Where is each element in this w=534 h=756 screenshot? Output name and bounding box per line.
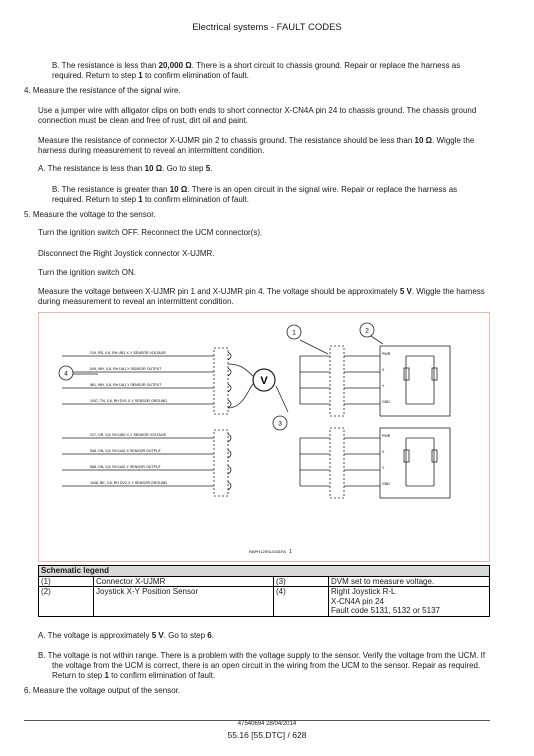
sensor-pin-label: Y — [382, 466, 385, 470]
legend-text: Right Joystick R-L X-CN4A pin 24 Fault code 5131, 5132 or 5137 — [329, 587, 490, 617]
para-voltage-a: A. The voltage is approximately 5 V. Go to step 6. — [38, 631, 214, 640]
step-6-heading: 6. Measure the voltage output of the sensor. — [24, 686, 181, 695]
legend-text: Joystick X-Y Position Sensor — [94, 587, 274, 617]
figure-ref: RAPH12SSL0331FA — [249, 549, 286, 554]
sensor-pin-label: Y — [382, 384, 385, 388]
schematic-legend — [38, 565, 490, 617]
voltmeter-label: V — [260, 375, 268, 387]
para-result-b: B. The resistance is greater than 10 Ω. There is an open circuit in the signal wire. Repair or replace the harness as required. Return to step 1 to confirm elimination of fault. — [52, 185, 458, 204]
para-ignition-off: Turn the ignition switch OFF. Reconnect the UCM connector(s). — [38, 228, 263, 237]
page-header: Electrical systems - FAULT CODES — [192, 22, 342, 33]
legend-num: (2) — [39, 587, 94, 617]
wire-label: 1047, TN, 0,8, RH DV1 X-Y SENSOR GROUND — [90, 399, 167, 403]
legend-title: Schematic legend — [39, 566, 490, 577]
legend-text: DVM set to measure voltage. — [329, 576, 490, 587]
wire-label: 1048, BK, 0,8, RH DV2 X-Y SENSOR GROUND — [90, 481, 168, 485]
sensor-pin-label: X — [382, 450, 385, 454]
footer-doc-id: 47540694 28/04/2014 — [237, 721, 297, 727]
para-disconnect: Disconnect the Right Joystick connector X-UJMR. — [38, 249, 215, 258]
sensor-pin-label: PWR — [382, 352, 391, 356]
para-ignition-on: Turn the ignition switch ON. — [38, 268, 136, 277]
wire-label: 568, GN, 0,8, RH UA2 Y SENSOR OUTPUT — [90, 465, 161, 469]
para-result-a: A. The resistance is less than 10 Ω. Go to step 5. — [38, 164, 213, 173]
figure-ref-number: 1 — [289, 549, 292, 555]
para-measure-resistance: Measure the resistance of connector X-UJMR pin 2 to chassis ground. The resistance should be less than 10 Ω. Wiggle the harness during measurement to reveal an intermittent condition. — [38, 136, 475, 155]
callout-number: 3 — [278, 420, 282, 428]
wire-label: 561, WH, 0,8, RH UA1 Y SENSOR OUTPUT — [90, 383, 162, 387]
legend-num: (1) — [39, 576, 94, 587]
footer-page: 55.16 [55.DTC] / 628 — [227, 730, 307, 740]
sensor-pin-label: GND — [382, 400, 390, 404]
para-voltage-b: B. The voltage is not within range. There is a problem with the voltage supply to the sensor. Verify the voltage from the UCM. If the voltage from the UCM is correct, there is an open circuit in the wiring from the UCM to the sensor. Repair as required. Return to step 1 to confirm elimination of fault. — [38, 651, 486, 680]
legend-row — [39, 576, 490, 587]
para-resistance-low: B. The resistance is less than 20,000 Ω. There is a short circuit to chassis ground. Repair or replace the harness as required. Return to step 1 to confirm elimination of fault. — [52, 61, 461, 80]
legend-num: (3) — [274, 576, 329, 587]
callout-number: 4 — [64, 370, 68, 378]
para-jumper: Use a jumper wire with alligator clips on both ends to short connector X-CN4A pin 24 to chassis ground. The chassis ground connection must be clean and free of rust, dirt oil and paint. — [38, 106, 477, 125]
sensor-pin-label: PWR — [382, 434, 391, 438]
wire-label: 217, OR, 0,8, RH UB2 X-Y SENSOR VOLTAGE — [90, 433, 167, 437]
legend-row — [39, 587, 490, 617]
wire-label: 548, GN, 0,8, RH UA2 X SENSOR OUTPUT — [90, 449, 161, 453]
callout-number: 2 — [365, 327, 369, 335]
sensor-pin-label: GND — [382, 482, 390, 486]
callout-number: 1 — [292, 329, 296, 337]
para-measure-voltage: Measure the voltage between X-UJMR pin 1 and X-UJMR pin 4. The voltage should be approximately 5 V. Wiggle the harness during measurement to reveal an intermittent condition. — [38, 287, 485, 306]
wire-label: 219, RD, 0,8, RH UB1 X-Y SENSOR VOLTAGE — [90, 351, 166, 355]
legend-num: (4) — [274, 587, 329, 617]
step-5-heading: 5. Measure the voltage to the sensor. — [24, 210, 156, 219]
legend-text: Connector X-UJMR — [94, 576, 274, 587]
sensor-pin-label: X — [382, 368, 385, 372]
step-4-heading: 4. Measure the resistance of the signal wire. — [24, 86, 181, 95]
wire-label: 549, WH, 0,8, RH UA1 X SENSOR OUTPUT — [90, 367, 162, 371]
wiring-schematic — [38, 312, 490, 562]
